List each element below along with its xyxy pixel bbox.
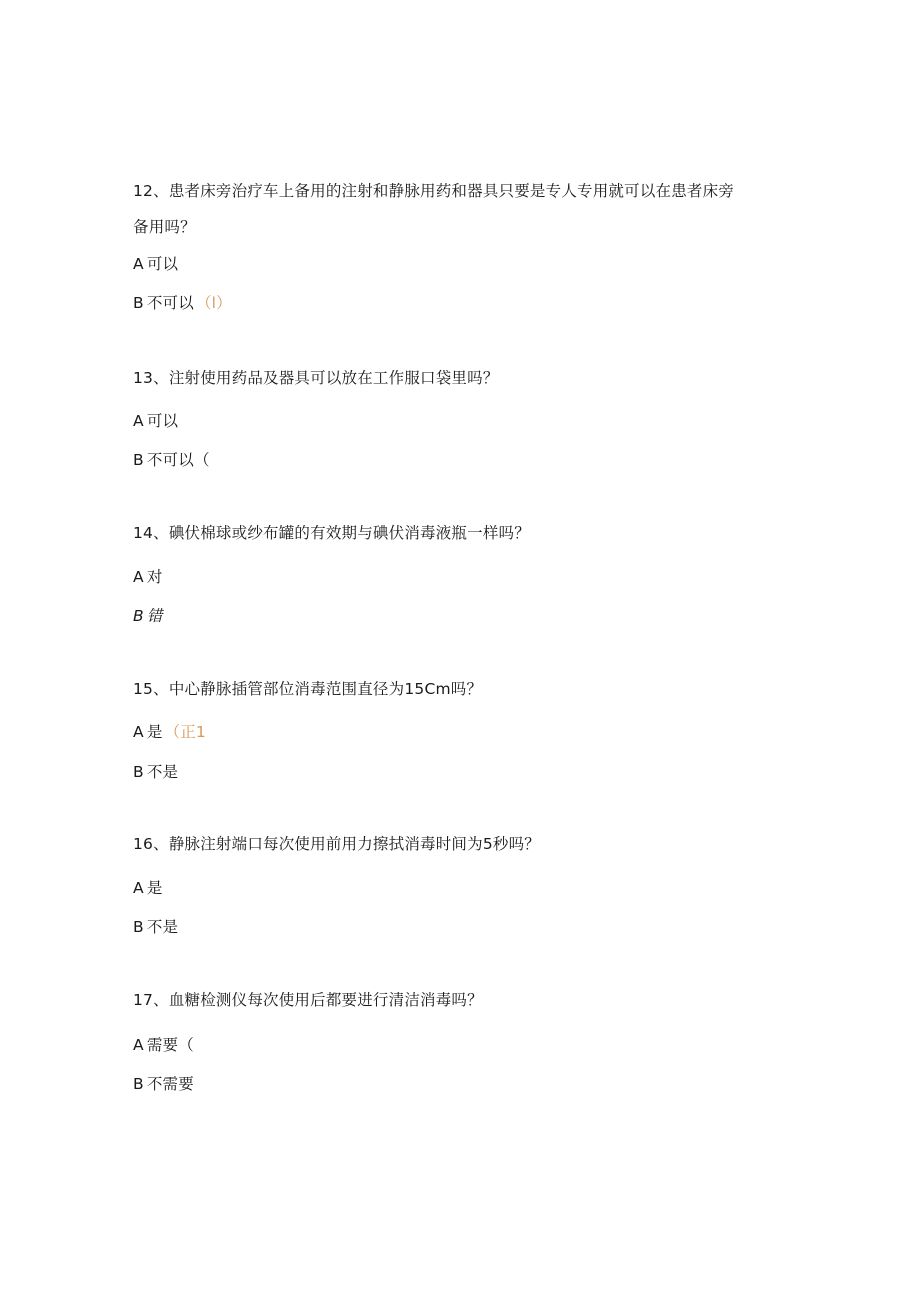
option-text: 不需要: [146, 1075, 194, 1093]
question-13-stem: 13、注射使用药品及器具可以放在工作服口袋里吗？: [133, 369, 499, 387]
question-12-stem-line2: 备用吗？: [133, 218, 196, 236]
question-12-option-b: [133, 292, 232, 314]
option-text: 错: [146, 607, 163, 625]
question-17-option-b: [133, 1073, 194, 1095]
option-text: 不是: [146, 918, 179, 936]
option-letter: B: [133, 294, 144, 312]
question-12-option-a: [133, 253, 178, 275]
question-15-stem: 15、中心静脉插管部位消毒范围直径为15Cm吗？: [133, 680, 483, 698]
option-letter: B: [133, 607, 144, 625]
question-15-option-a: [133, 721, 206, 743]
option-letter: B: [133, 918, 144, 936]
question-13-option-a: [133, 410, 178, 432]
handwritten-mark: （l）: [195, 294, 232, 312]
question-16-option-a: [133, 877, 163, 899]
option-letter: B: [133, 1075, 144, 1093]
option-text: 是: [146, 723, 163, 741]
question-16-option-b: [133, 916, 178, 938]
question-12-stem-line1: 12、患者床旁治疗车上备用的注射和静脉用药和器具只要是专人专用就可以在患者床旁: [133, 182, 735, 200]
option-text: 不可以: [146, 294, 194, 312]
option-letter: A: [133, 568, 144, 586]
question-17-option-a: [133, 1034, 194, 1056]
handwritten-mark: （正1: [164, 723, 206, 741]
question-17-stem: 17、血糖检测仪每次使用后都要进行清洁消毒吗？: [133, 991, 483, 1009]
question-15-option-b: [133, 761, 178, 783]
option-text: 可以: [146, 412, 179, 430]
option-letter: A: [133, 412, 144, 430]
option-text: 是: [146, 879, 163, 897]
question-14-stem: 14、碘伏棉球或纱布罐的有效期与碘伏消毒液瓶一样吗？: [133, 524, 530, 542]
option-letter: A: [133, 723, 144, 741]
option-letter: A: [133, 879, 144, 897]
question-14-option-b: [133, 605, 163, 627]
option-letter: B: [133, 451, 144, 469]
option-text: 不可以（: [146, 451, 210, 469]
option-text: 对: [146, 568, 163, 586]
option-text: 可以: [146, 255, 179, 273]
option-text: 不是: [146, 763, 179, 781]
option-text: 需要（: [146, 1036, 194, 1054]
question-13-option-b: [133, 449, 210, 471]
option-letter: B: [133, 763, 144, 781]
question-16-stem: 16、静脉注射端口每次使用前用力擦拭消毒时间为5秒吗？: [133, 835, 540, 853]
option-letter: A: [133, 1036, 144, 1054]
option-letter: A: [133, 255, 144, 273]
question-14-option-a: [133, 566, 163, 588]
